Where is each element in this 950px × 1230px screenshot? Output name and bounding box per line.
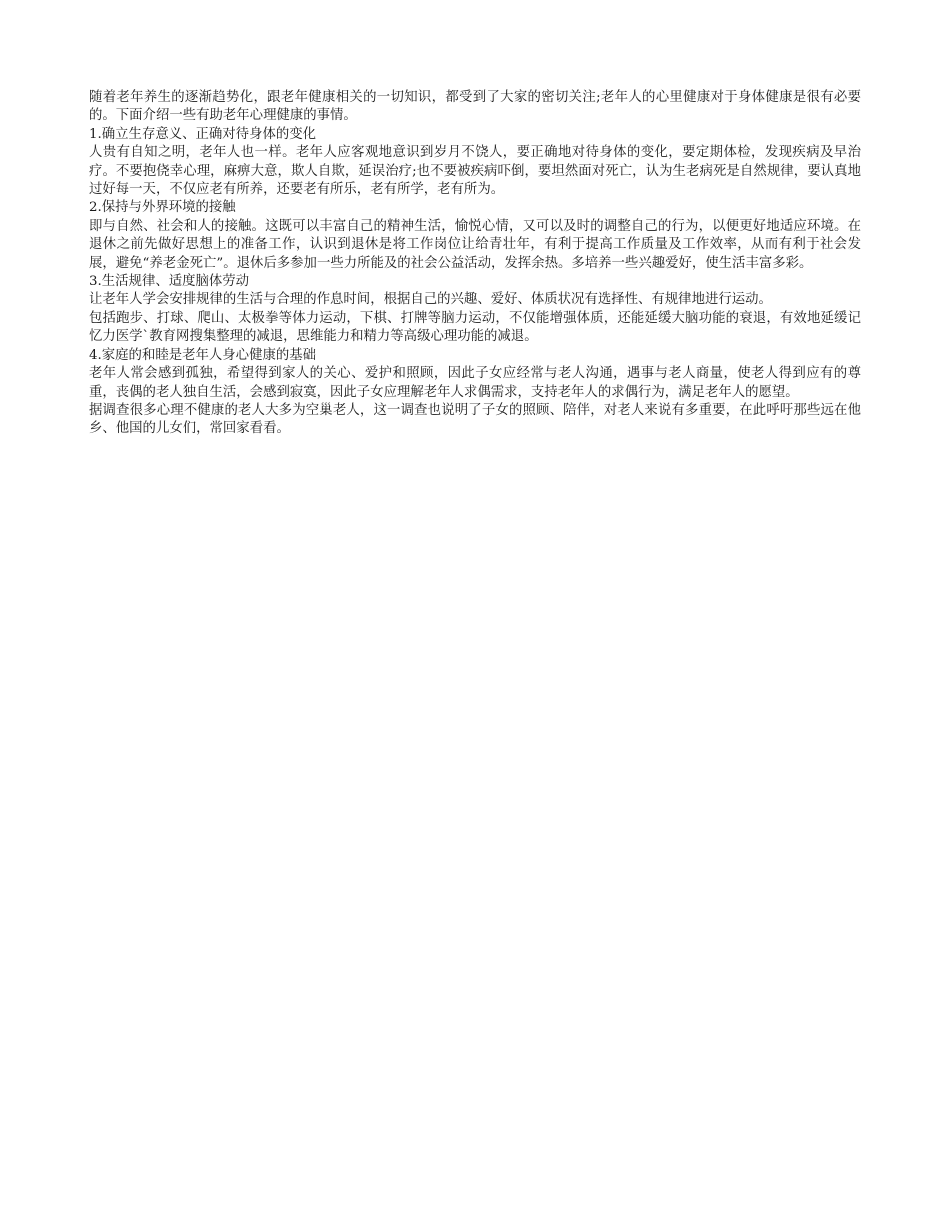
section-heading: 4.家庭的和睦是老年人身心健康的基础	[89, 347, 317, 363]
section-paragraph: 人贵有自知之明，老年人也一样。老年人应客观地意识到岁月不饶人，要正确地对待身体的变化，要定期体检，发现疾病及早治疗。不要抱侥幸心理，麻痹大意，欺人自欺，延误治疗;也不要被疾病吓倒，要坦然面对死亡，认为生老病死是自然规律，要认真地过好每一天，不仅应老有所养，还要老有所乐，老有所学，老有所为。	[89, 145, 861, 198]
section-heading: 3.生活规律、适度脑体劳动	[89, 274, 250, 290]
section-3	[89, 273, 861, 347]
section-heading: 1.确立生存意义、正确对待身体的变化	[89, 126, 317, 142]
section-paragraph: 即与自然、社会和人的接触。这既可以丰富自己的精神生活，愉悦心情，又可以及时的调整自己的行为，以便更好地适应环境。在退休之前先做好思想上的准备工作，认识到退休是将工作岗位让给青壮年，有利于提高工作质量及工作效率，从而有利于社会发展，避免“养老金死亡”。退休后多参加一些力所能及的社会公益活动，发挥余热。多培养一些兴趣爱好，使生活丰富多彩。	[89, 218, 861, 271]
section-paragraph: 据调查很多心理不健康的老人大多为空巢老人，这一调查也说明了子女的照顾、陪伴，对老人来说有多重要，在此呼吁那些远在他乡、他国的儿女们，常回家看看。	[89, 402, 861, 437]
section-heading: 2.保持与外界环境的接触	[89, 200, 236, 216]
document-body	[89, 89, 861, 439]
section-2	[89, 199, 861, 273]
section-4	[89, 347, 861, 439]
section-paragraph: 老年人常会感到孤独，希望得到家人的关心、爱护和照顾，因此子女应经常与老人沟通，遇事与老人商量，使老人得到应有的尊重，丧偶的老人独自生活，会感到寂寞，因此子女应理解老年人求偶需求，支持老年人的求偶行为，满足老年人的愿望。	[89, 366, 861, 400]
section-paragraph: 包括跑步、打球、爬山、太极拳等体力运动，下棋、打牌等脑力运动，不仅能增强体质，还能延缓大脑功能的衰退，有效地延缓记忆力医学`教育网搜集整理的减退，思维能力和精力等高级心理功能的减退。	[89, 310, 861, 345]
intro-paragraph: 随着老年养生的逐渐趋势化，跟老年健康相关的一切知识，都受到了大家的密切关注;老年人的心里健康对于身体健康是很有必要的。下面介绍一些有助老年心理健康的事情。	[89, 90, 861, 124]
section-1	[89, 126, 861, 200]
section-paragraph: 让老年人学会安排规律的生活与合理的作息时间，根据自己的兴趣、爱好、体质状况有选择性、有规律地进行运动。	[89, 292, 772, 308]
